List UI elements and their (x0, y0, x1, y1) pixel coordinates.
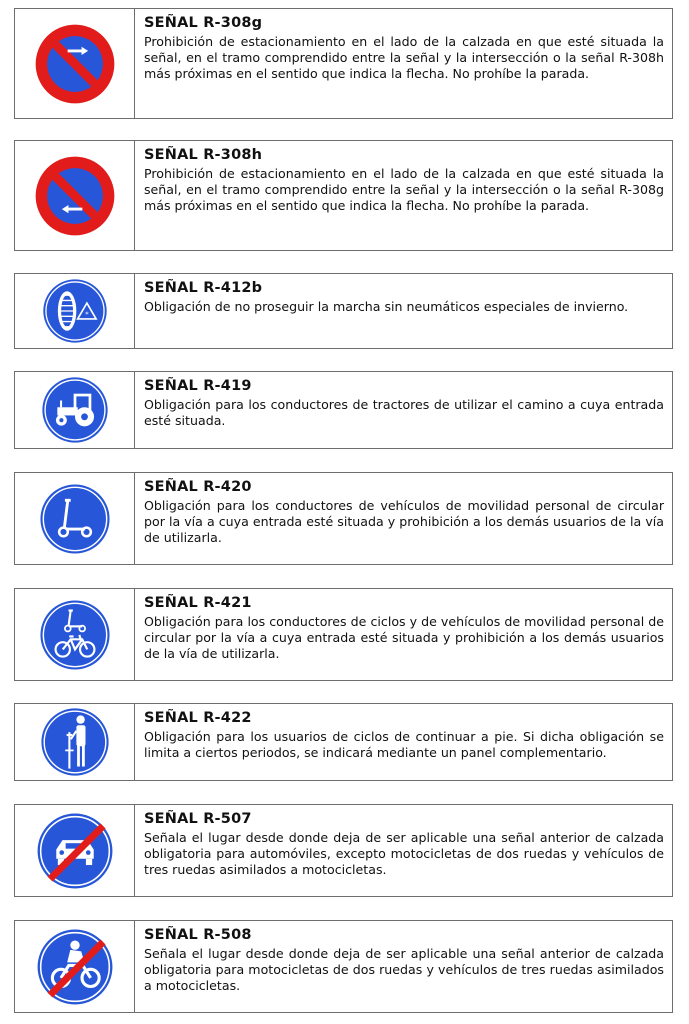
sign-text-cell (135, 473, 672, 564)
sign-description: Obligación para los conductores de tractores de utilizar el camino a cuya entrada esté situada. (144, 397, 664, 428)
sign-code: SEÑAL R-508 (144, 927, 252, 943)
no-parking-arrow-left-icon (34, 155, 116, 237)
sign-entry-r508 (14, 920, 673, 1013)
sign-text-cell (135, 141, 672, 250)
end-of-car-lane-icon (36, 812, 114, 890)
sign-description: Obligación para los conductores de vehículos de movilidad personal de circular por la vía a cuya entrada esté situada y prohibición a los demás usuarios de la vía de utilizarla. (144, 498, 664, 545)
sign-entry-r419 (14, 371, 673, 449)
sign-entry-r308g (14, 8, 673, 119)
sign-icon-cell (15, 141, 135, 250)
pedestrian-walking-bicycle-icon (40, 707, 110, 777)
sign-entry-r422 (14, 703, 673, 781)
sign-text-cell (135, 9, 672, 118)
sign-code: SEÑAL R-420 (144, 479, 252, 495)
sign-entry-r412b (14, 273, 673, 349)
sign-icon-cell (15, 372, 135, 448)
sign-entry-r421 (14, 588, 673, 681)
svg-text:*: * (84, 309, 89, 319)
sign-description: Obligación para los usuarios de ciclos de continuar a pie. Si dicha obligación se limita a ciertos periodos, se indicará mediante un panel complementario. (144, 729, 664, 760)
sign-code: SEÑAL R-422 (144, 710, 252, 726)
sign-description: Señala el lugar desde donde deja de ser aplicable una señal anterior de calzada obligatoria para automóviles, excepto motocicletas de dos ruedas y vehículos de tres ruedas asimilados a motocicletas. (144, 830, 664, 877)
sign-icon-cell (15, 921, 135, 1012)
sign-code: SEÑAL R-421 (144, 595, 252, 611)
sign-code: SEÑAL R-308h (144, 147, 263, 163)
sign-icon-cell (15, 9, 135, 118)
sign-icon-cell (15, 805, 135, 896)
sign-text-cell (135, 372, 672, 448)
sign-code: SEÑAL R-507 (144, 811, 252, 827)
sign-entry-r507 (14, 804, 673, 897)
sign-description: Prohibición de estacionamiento en el lado de la calzada en que esté situada la señal, en el tramo comprendido entre la señal y la intersección o la señal R-308h más próximas en el sentido que indica la flecha. No prohíbe la parada. (144, 34, 664, 81)
sign-description: Prohibición de estacionamiento en el lado de la calzada en que esté situada la señal, en el tramo comprendido entre la señal y la intersección o la señal R-308g más próximas en el sentido que indica la flecha. No prohíbe la parada. (144, 166, 664, 213)
winter-tyre-icon (42, 278, 108, 344)
sign-text-cell (135, 274, 672, 348)
sign-description: Obligación de no proseguir la marcha sin neumáticos especiales de invierno. (144, 299, 629, 314)
sign-text-cell (135, 805, 672, 896)
sign-code: SEÑAL R-412b (144, 280, 263, 296)
sign-description: Obligación para los conductores de ciclos y de vehículos de movilidad personal de circular por la vía a cuya entrada esté situada y prohibición a los demás usuarios de la vía de utilizarla. (144, 614, 664, 661)
sign-icon-cell (15, 589, 135, 680)
scooter-icon (39, 483, 111, 555)
end-of-motorcycle-lane-icon (36, 928, 114, 1006)
sign-entry-r420 (14, 472, 673, 565)
sign-icon-cell (15, 473, 135, 564)
sign-code: SEÑAL R-308g (144, 15, 263, 31)
sign-entry-r308h (14, 140, 673, 251)
sign-description: Señala el lugar desde donde deja de ser aplicable una señal anterior de calzada obligatoria para motocicletas de dos ruedas y vehículos de tres ruedas asimilados a motocicletas. (144, 946, 664, 993)
sign-text-cell (135, 921, 672, 1012)
sign-text-cell (135, 704, 672, 780)
no-parking-arrow-right-icon (34, 23, 116, 105)
scooter-and-bicycle-icon (39, 599, 111, 671)
tractor-icon (41, 376, 109, 444)
sign-code: SEÑAL R-419 (144, 378, 252, 394)
sign-icon-cell (15, 704, 135, 780)
sign-text-cell (135, 589, 672, 680)
sign-icon-cell (15, 274, 135, 348)
